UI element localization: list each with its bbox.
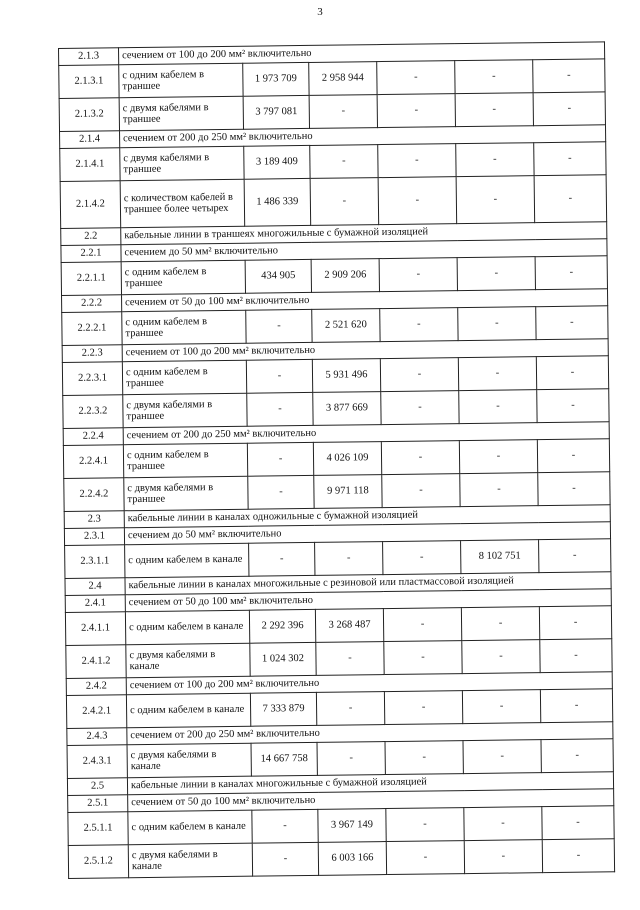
- row-code: 2.4.3: [67, 728, 127, 746]
- row-code: 2.5.1.2: [68, 845, 128, 879]
- row-value: -: [461, 607, 539, 641]
- row-value: -: [462, 640, 540, 674]
- row-description: с одним кабелем в траншее: [123, 443, 247, 478]
- section-title: сечением от 100 до 200 мм² включительно: [122, 339, 608, 362]
- row-value: 2 521 620: [312, 309, 380, 343]
- row-code: 2.5: [67, 778, 127, 796]
- row-description: с одним кабелем в траншее: [122, 360, 246, 395]
- row-value: -: [457, 257, 535, 291]
- row-code: 2.2.3.1: [62, 362, 122, 396]
- row-value: -: [539, 539, 611, 573]
- row-code: 2.1.4: [60, 131, 120, 149]
- row-code: 2.2.1: [61, 245, 121, 263]
- section-title: кабельные линии в каналах одножильные с бумажной изоляцией: [124, 505, 610, 528]
- row-value: 434 905: [245, 259, 311, 293]
- row-value: -: [385, 741, 463, 775]
- row-code: 2.1.4.2: [60, 181, 121, 229]
- row-value: -: [540, 689, 612, 723]
- row-code: 2.3.1: [64, 528, 124, 546]
- section-title: сечением от 200 до 250 мм² включительно: [123, 422, 609, 445]
- row-code: 2.3.1.1: [65, 545, 125, 579]
- row-value: -: [455, 60, 533, 94]
- table-row: [60, 175, 607, 229]
- row-description: с одним кабелем в траншее: [121, 260, 245, 295]
- row-value: 2 958 944: [309, 62, 377, 96]
- row-description: с двумя кабелями в траншее: [119, 96, 243, 131]
- row-value: -: [462, 690, 540, 724]
- row-value: 2 909 206: [311, 259, 379, 293]
- row-value: -: [252, 809, 318, 843]
- row-value: -: [537, 389, 609, 423]
- section-title: кабельные линии в траншеях многожильные с бумажной изоляцией: [121, 222, 607, 245]
- row-code: 2.1.3.2: [59, 98, 119, 132]
- row-code: 2.4: [65, 578, 125, 596]
- row-code: 2.2.4: [63, 428, 123, 446]
- section-title: сечением от 50 до 100 мм² включительно: [128, 789, 614, 812]
- row-value: -: [463, 740, 541, 774]
- row-value: -: [247, 442, 313, 476]
- row-value: -: [542, 806, 614, 840]
- row-value: 3 268 487: [315, 609, 383, 643]
- section-title: сечением от 100 до 200 мм² включительно: [126, 672, 612, 695]
- row-value: 14 667 758: [251, 742, 317, 776]
- section-title: сечением от 200 до 250 мм² включительно: [120, 125, 606, 148]
- row-description: с количеством кабелей в траншее более четырех: [120, 179, 245, 228]
- row-code: 2.4.1.2: [66, 645, 126, 679]
- row-description: с одним кабелем в канале: [125, 610, 249, 645]
- row-value: -: [536, 356, 608, 390]
- row-value: -: [460, 473, 538, 507]
- row-value: 4 026 109: [313, 442, 381, 476]
- row-value: -: [382, 474, 460, 508]
- row-value: -: [537, 439, 609, 473]
- row-value: 3 189 409: [244, 145, 310, 179]
- row-value: -: [381, 391, 459, 425]
- row-description: с двумя кабелями в траншее: [120, 146, 244, 181]
- section-title: кабельные линии в каналах многожильные с бумажной изоляцией: [127, 772, 613, 795]
- row-value: 9 971 118: [314, 475, 382, 509]
- row-value: -: [316, 642, 384, 676]
- row-value: -: [464, 840, 542, 874]
- row-value: 3 967 149: [318, 809, 386, 843]
- row-value: -: [459, 440, 537, 474]
- row-code: 2.1.3.1: [59, 65, 119, 99]
- row-value: -: [246, 359, 312, 393]
- row-code: 2.5.1.1: [68, 812, 128, 846]
- row-description: с двумя кабелями в канале: [127, 743, 251, 778]
- row-value: 7 333 879: [250, 692, 316, 726]
- row-value: -: [310, 178, 379, 226]
- row-value: -: [377, 94, 455, 128]
- row-value: -: [383, 608, 461, 642]
- row-code: 2.4.1: [65, 595, 125, 613]
- row-value: -: [456, 143, 534, 177]
- row-value: -: [381, 441, 459, 475]
- row-value: -: [535, 256, 607, 290]
- row-code: 2.2: [61, 228, 121, 246]
- row-code: 2.2.3: [62, 345, 122, 363]
- row-value: 3 797 081: [243, 95, 309, 129]
- row-value: -: [380, 308, 458, 342]
- row-value: -: [536, 306, 608, 340]
- row-description: с одним кабелем в траншее: [119, 63, 243, 98]
- row-code: 2.1.3: [59, 48, 119, 66]
- row-code: 2.5.1: [68, 795, 128, 813]
- row-value: -: [252, 842, 318, 876]
- section-title: кабельные линии в каналах многожильные с резиновой или пластмассовой изоляцией: [125, 572, 611, 595]
- row-value: -: [534, 175, 607, 223]
- row-value: -: [542, 839, 614, 873]
- row-value: -: [316, 692, 384, 726]
- row-value: -: [246, 309, 312, 343]
- row-value: -: [248, 475, 314, 509]
- row-description: с двумя кабелями в канале: [128, 843, 252, 878]
- row-value: -: [464, 807, 542, 841]
- row-value: -: [386, 841, 464, 875]
- row-value: -: [384, 641, 462, 675]
- row-value: -: [459, 390, 537, 424]
- row-value: -: [533, 92, 605, 126]
- row-value: -: [380, 358, 458, 392]
- row-description: с двумя кабелями в траншее: [123, 393, 247, 428]
- row-code: 2.4.2.1: [66, 695, 126, 729]
- row-value: 3 877 669: [313, 392, 381, 426]
- row-code: 2.4.3.1: [67, 745, 127, 779]
- row-value: -: [247, 392, 313, 426]
- row-code: 2.3: [64, 511, 124, 529]
- tariff-table-sheet: [58, 41, 614, 879]
- row-description: с двумя кабелями в траншее: [124, 476, 248, 511]
- section-title: сечением до 50 мм² включительно: [124, 522, 610, 545]
- section-title: сечением от 200 до 250 мм² включительно: [127, 722, 613, 745]
- row-value: 1 973 709: [243, 62, 309, 96]
- section-title: сечением от 50 до 100 мм² включительно: [125, 589, 611, 612]
- row-value: -: [384, 691, 462, 725]
- row-value: -: [533, 59, 605, 93]
- table-body: [59, 42, 615, 879]
- row-value: 6 003 166: [318, 842, 386, 876]
- row-code: 2.2.4.1: [63, 445, 123, 479]
- row-code: 2.2.4.2: [64, 478, 124, 512]
- table-row: [68, 839, 614, 879]
- tariff-table: [58, 41, 615, 879]
- row-value: -: [378, 144, 456, 178]
- row-value: -: [458, 357, 536, 391]
- row-value: 8 102 751: [461, 540, 539, 574]
- row-value: -: [534, 142, 606, 176]
- row-value: -: [540, 639, 612, 673]
- row-value: -: [377, 61, 455, 95]
- row-value: -: [458, 307, 536, 341]
- row-code: 2.2.1.1: [61, 262, 121, 296]
- row-value: -: [383, 541, 461, 575]
- section-title: сечением от 100 до 200 мм² включительно: [119, 42, 605, 65]
- row-value: -: [539, 606, 611, 640]
- row-value: -: [310, 145, 378, 179]
- row-code: 2.2.2: [62, 295, 122, 313]
- row-value: -: [315, 542, 383, 576]
- row-description: с двумя кабелями в канале: [126, 643, 250, 678]
- row-value: 5 931 496: [312, 359, 380, 393]
- row-value: -: [309, 95, 377, 129]
- section-title: сечением до 50 мм² включительно: [121, 239, 607, 262]
- row-description: с одним кабелем в канале: [126, 693, 250, 728]
- row-code: 2.4.2: [66, 678, 126, 696]
- row-value: -: [386, 808, 464, 842]
- row-value: -: [541, 739, 613, 773]
- row-description: с одним кабелем в канале: [128, 810, 252, 845]
- section-title: сечением от 50 до 100 мм² включительно: [122, 289, 608, 312]
- row-value: -: [379, 258, 457, 292]
- row-description: с одним кабелем в траншее: [122, 310, 246, 345]
- row-code: 2.2.2.1: [62, 312, 122, 346]
- row-value: -: [538, 472, 610, 506]
- row-value: 1 486 339: [244, 178, 311, 226]
- row-value: 1 024 302: [250, 642, 316, 676]
- row-value: -: [456, 176, 535, 224]
- row-value: -: [455, 93, 533, 127]
- row-value: -: [317, 742, 385, 776]
- row-value: -: [378, 177, 457, 225]
- page-number: 3: [317, 6, 323, 18]
- row-code: 2.1.4.1: [60, 148, 120, 182]
- row-value: -: [249, 542, 315, 576]
- row-code: 2.2.3.2: [63, 395, 123, 429]
- row-value: 2 292 396: [249, 609, 315, 643]
- row-description: с одним кабелем в канале: [125, 543, 249, 578]
- row-code: 2.4.1.1: [65, 612, 125, 646]
